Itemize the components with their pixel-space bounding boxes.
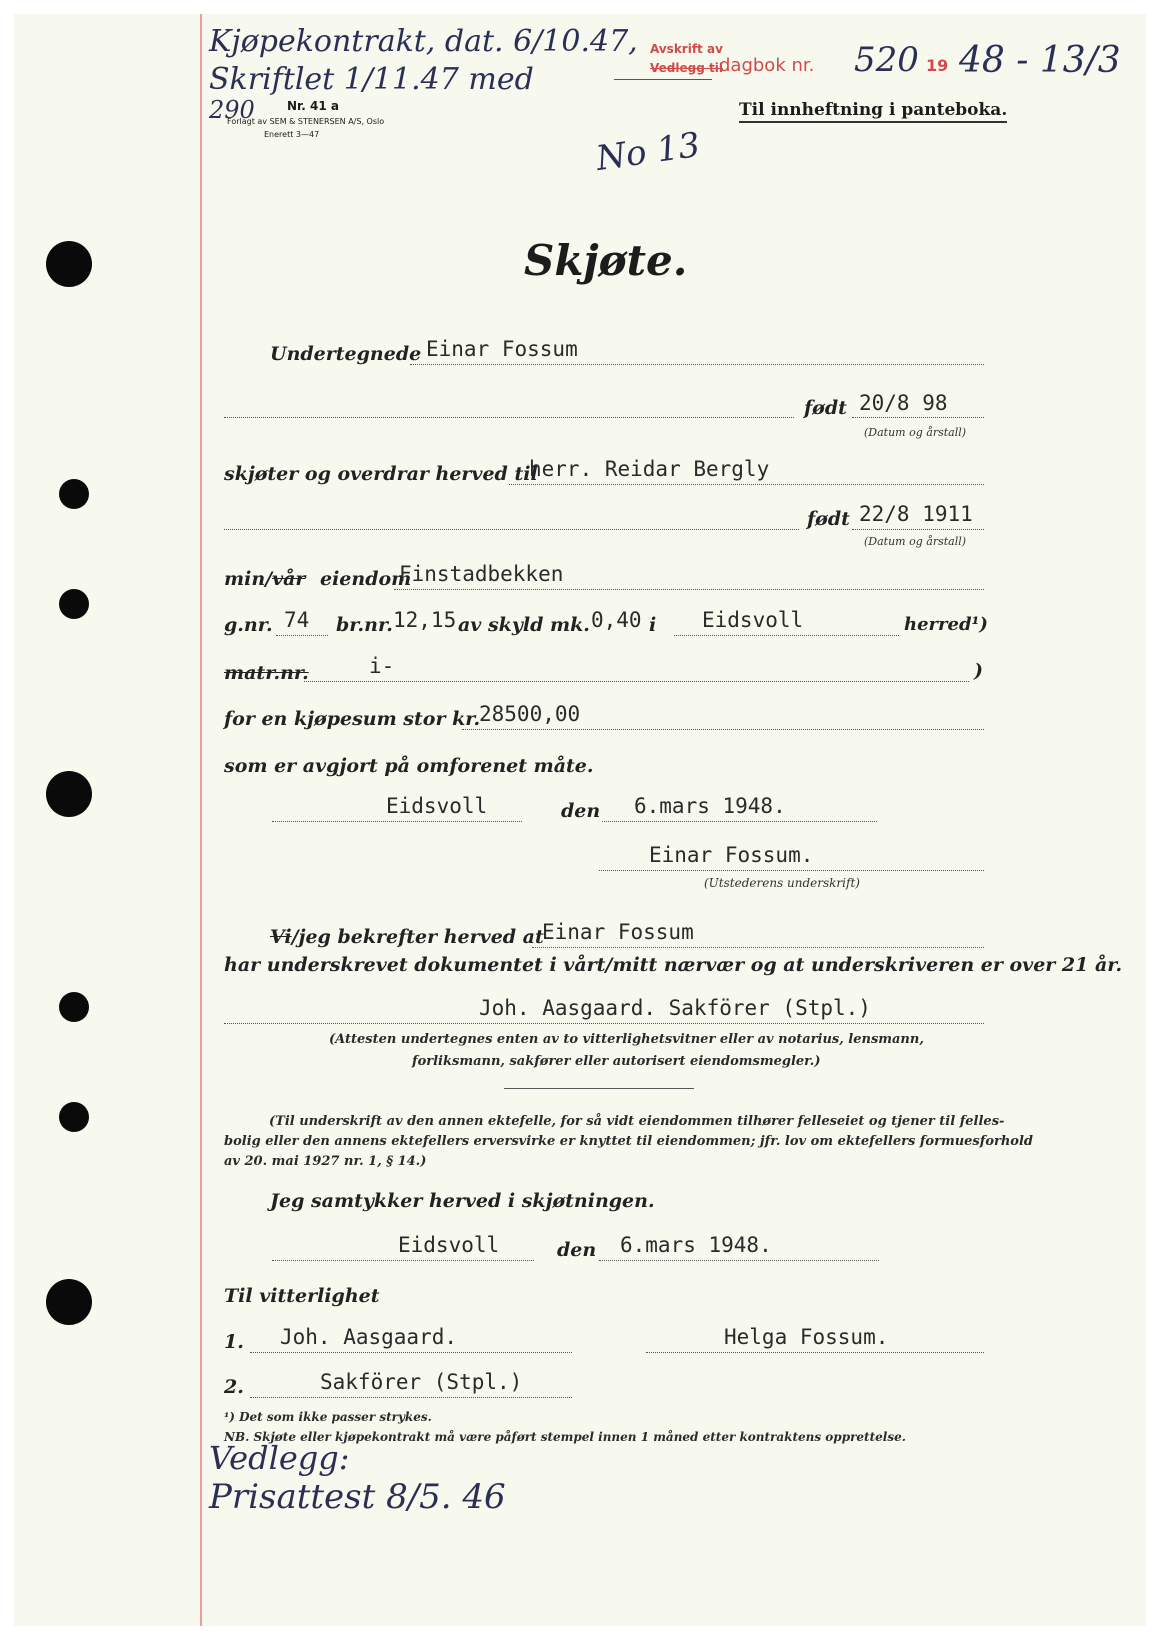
dotted-line — [250, 1397, 572, 1398]
seller-signature: Einar Fossum. — [649, 843, 814, 867]
dotted-line — [272, 1260, 534, 1261]
dotted-line — [250, 1352, 572, 1353]
skyld-value: 0,40 — [591, 608, 642, 632]
handwritten-header-line2: Skriftlet 1/11.47 med — [209, 62, 534, 97]
handwritten-header-line1: Kjøpekontrakt, dat. 6/10.47, — [209, 24, 638, 59]
spouse-note1: (Til underskrift av den annen ektefelle, for så vidt eiendommen tilhører felleseiet og tjener til felles- — [269, 1114, 1005, 1129]
attested-name: Einar Fossum — [542, 920, 694, 944]
witness-1: Joh. Aasgaard. — [280, 1325, 458, 1349]
min-label: min/ — [224, 568, 273, 590]
property-name: Finstadbekken — [399, 562, 564, 586]
handwritten-prisattest: Prisattest 8/5. 46 — [209, 1477, 506, 1517]
dagbok-label: dagbok nr. — [719, 55, 815, 76]
form-number: Nr. 41 a — [287, 99, 339, 113]
dotted-line — [224, 1023, 984, 1024]
dotted-line — [509, 484, 984, 485]
datum-hint-1: (Datum og årstall) — [864, 426, 967, 439]
handwritten-ref: 290 — [209, 96, 255, 124]
dotted-line — [646, 1352, 984, 1353]
spouse-signature: Helga Fossum. — [724, 1325, 889, 1349]
vi-struck: Vi — [270, 926, 292, 948]
consent-den-label: den — [557, 1239, 597, 1261]
spouse-note3: av 20. mai 1927 nr. 1, § 14.) — [224, 1154, 427, 1169]
handwritten-no: No 13 — [593, 124, 703, 180]
punch-hole — [59, 589, 89, 619]
matr-close: ) — [974, 660, 983, 682]
herred-value: Eidsvoll — [702, 608, 804, 632]
brnr-value: 12,15 — [393, 608, 457, 632]
i-label: i — [649, 614, 657, 636]
matrnr-label: matr.nr. — [224, 662, 309, 684]
attest-intro — [270, 926, 544, 948]
signing-date: 6.mars 1948. — [634, 794, 786, 818]
document-page — [14, 14, 1146, 1626]
stamp-vedlegg: Vedlegg til — [650, 61, 723, 75]
dotted-line — [852, 417, 984, 418]
gnr-label: g.nr. — [224, 614, 273, 636]
buyer-name: herr. Reidar Bergly — [529, 457, 770, 481]
attest-prefix: /jeg bekrefter herved at — [291, 926, 544, 948]
matrnr-value: i- — [369, 654, 395, 678]
seller-name: Einar Fossum — [426, 337, 578, 361]
footnote-2: NB. Skjøte eller kjøpekontrakt må være påført stempel innen 1 måned etter kontraktens opprettelse. — [224, 1430, 906, 1444]
kjopesum-label: for en kjøpesum stor kr. — [224, 708, 481, 730]
dotted-line — [599, 1260, 879, 1261]
innheftning-label: Til innheftning i panteboka. — [739, 100, 1007, 123]
spouse-note2: bolig eller den annens ektefellers erversvirke er knyttet til eiendommen; jfr. lov om ektefellers formuesforhold — [224, 1134, 1034, 1149]
seller-birthdate: 20/8 98 — [859, 391, 948, 415]
dotted-line — [394, 589, 984, 590]
skyld-label: av skyld mk. — [458, 614, 590, 636]
fodt-label-2: født — [807, 508, 850, 530]
witness-number-1: 1. — [224, 1331, 244, 1353]
dotted-line — [276, 635, 328, 636]
dotted-line — [462, 729, 984, 730]
attest-note2: forliksmann, sakfører eller autorisert eiendomsmegler.) — [412, 1054, 821, 1069]
gnr-value: 74 — [284, 608, 310, 632]
consent-text: Jeg samtykker herved i skjøtningen. — [270, 1190, 655, 1212]
consent-date: 6.mars 1948. — [620, 1233, 772, 1257]
footnote-1: ¹) Det som ikke passer strykes. — [224, 1410, 432, 1424]
eiendom-label: eiendom — [320, 568, 412, 590]
dotted-line — [599, 870, 984, 871]
document-title: Skjøte. — [524, 236, 688, 285]
year-prefix: 19 — [926, 56, 949, 75]
punch-hole — [59, 992, 89, 1022]
signature-hint: (Utstederens underskrift) — [704, 876, 860, 890]
dotted-line — [532, 947, 984, 948]
brnr-label: br.nr. — [336, 614, 393, 636]
var-struck: vår — [272, 568, 306, 590]
undertegnede-label: Undertegnede — [270, 343, 422, 365]
divider — [504, 1088, 694, 1089]
dotted-line — [410, 364, 984, 365]
dotted-line — [304, 681, 969, 682]
dotted-line — [674, 635, 899, 636]
min-var-label — [224, 568, 305, 590]
signing-den-label: den — [561, 800, 601, 822]
skjoter-label: skjøter og overdrar herved til — [224, 463, 538, 485]
signing-place: Eidsvoll — [386, 794, 488, 818]
punch-hole — [59, 1102, 89, 1132]
kjopesum-value: 28500,00 — [479, 702, 581, 726]
witness-number-2: 2. — [224, 1376, 244, 1398]
dotted-line — [272, 821, 522, 822]
dotted-line — [602, 821, 877, 822]
datum-hint-2: (Datum og årstall) — [864, 535, 967, 548]
attest-line2: har underskrevet dokumentet i vårt/mitt nærvær og at underskriveren er over 21 år. — [224, 954, 1123, 976]
stamp-avskrift: Avskrift av — [650, 42, 723, 56]
punch-hole — [46, 771, 92, 817]
handwritten-vedlegg: Vedlegg: — [209, 1439, 350, 1477]
dagbok-year-date: 48 - 13/3 — [959, 40, 1121, 81]
consent-place: Eidsvoll — [398, 1233, 500, 1257]
margin-line — [200, 14, 202, 1626]
witness-2: Sakförer (Stpl.) — [320, 1370, 523, 1394]
dotted-line — [224, 417, 794, 418]
buyer-birthdate: 22/8 1911 — [859, 502, 973, 526]
avgjort-text: som er avgjort på omforenet måte. — [224, 755, 594, 777]
attest-witness: Joh. Aasgaard. Sakförer (Stpl.) — [479, 996, 871, 1020]
dagbok-number: 520 — [854, 40, 919, 80]
herred-label: herred¹) — [904, 614, 988, 635]
stamp-underline — [614, 79, 712, 80]
fodt-label-1: født — [804, 397, 847, 419]
punch-hole — [59, 479, 89, 509]
vitterlighet-label: Til vitterlighet — [224, 1285, 380, 1307]
dotted-line — [852, 529, 984, 530]
punch-hole — [46, 241, 92, 287]
publisher: Forlagt av SEM & STENERSEN A/S, Oslo — [227, 117, 385, 126]
dotted-line — [224, 529, 799, 530]
punch-hole — [46, 1279, 92, 1325]
edition: Enerett 3—47 — [264, 130, 320, 139]
attest-note1: (Attesten undertegnes enten av to vitterlighetsvitner eller av notarius, lensmann, — [329, 1032, 924, 1047]
